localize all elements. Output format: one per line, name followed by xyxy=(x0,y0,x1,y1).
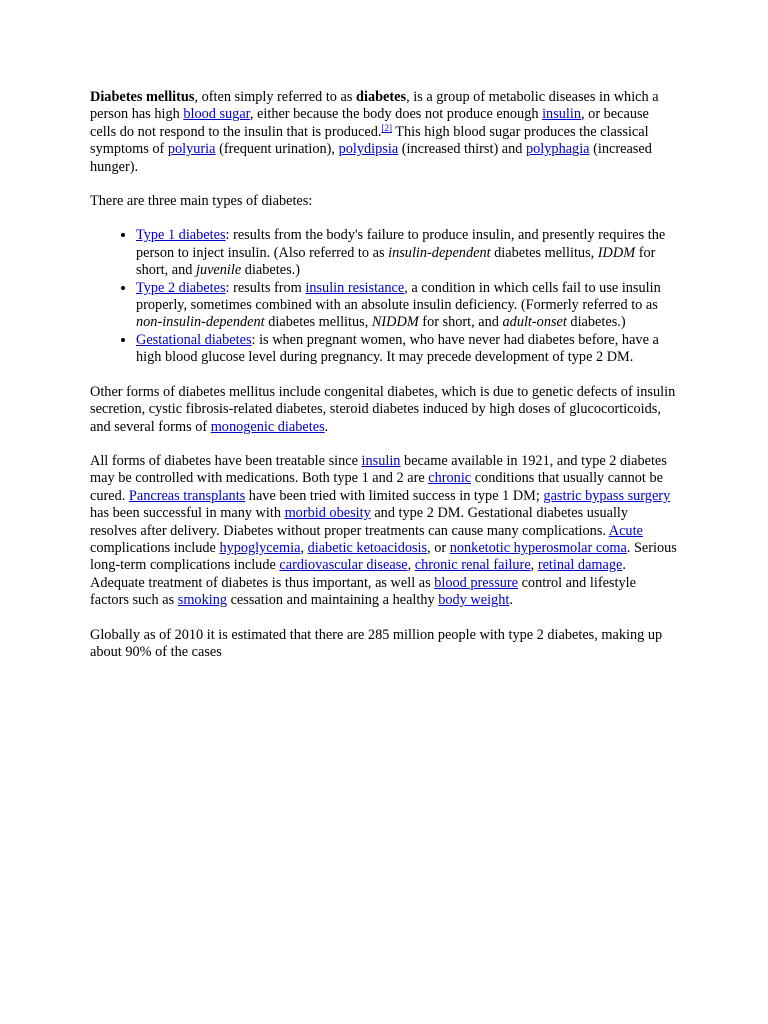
text-run: Other forms of diabetes mellitus include congenital diabetes, which is due to genetic defects of insulin secretion, cystic fibrosis-related diabetes, steroid diabetes induced by high doses of glucocorticoids, and several forms of xyxy=(90,383,676,435)
link-diabetic-ketoacidosis[interactable]: diabetic ketoacidosis xyxy=(307,539,428,556)
link-body-weight[interactable]: body weight xyxy=(438,592,510,609)
link-blood-sugar[interactable]: blood sugar xyxy=(183,106,250,123)
link-insulin-resistance[interactable]: insulin resistance xyxy=(305,279,405,296)
link-insulin[interactable]: insulin xyxy=(542,106,582,123)
text-run: (increased hunger). xyxy=(90,141,652,175)
link-monogenic-diabetes[interactable]: monogenic diabetes xyxy=(210,418,325,435)
link-gastric-bypass-surgery[interactable]: gastric bypass surgery xyxy=(543,487,671,504)
link-cardiovascular-disease[interactable]: cardiovascular disease xyxy=(279,557,408,574)
text-run: cessation and maintaining a healthy xyxy=(227,592,439,609)
text-run: diabetes.) xyxy=(241,262,300,279)
link-acute[interactable]: Acute xyxy=(608,522,643,539)
italic-term: non-insulin-dependent xyxy=(136,314,265,331)
text-run: control and lifestyle factors such as xyxy=(90,574,636,609)
intro-paragraph xyxy=(90,89,678,176)
text-run: (increased thirst) and xyxy=(398,141,526,158)
italic-term: insulin-dependent xyxy=(388,244,491,261)
list-item-type1 xyxy=(136,227,678,279)
citation-link[interactable]: [2] xyxy=(381,122,392,133)
link-type-1-diabetes[interactable]: Type 1 diabetes xyxy=(136,227,226,244)
treatment-paragraph xyxy=(90,453,678,610)
text-run: , often simply referred to as xyxy=(194,89,357,105)
prevalence-paragraph: Globally as of 2010 it is estimated that there are 285 million people with type 2 diabetes, making up about 90% of the cases xyxy=(90,626,663,660)
types-intro-paragraph: There are three main types of diabetes: xyxy=(90,193,313,210)
link-polydipsia[interactable]: polydipsia xyxy=(338,141,399,158)
text-run: , or xyxy=(427,539,450,556)
text-run: All forms of diabetes have been treatable since xyxy=(90,452,362,469)
link-insulin[interactable]: insulin xyxy=(361,452,401,469)
list-item-type2 xyxy=(136,280,678,332)
link-pancreas-transplants[interactable]: Pancreas transplants xyxy=(128,487,246,504)
text-run: , or because cells do not respond to the insulin that is produced. xyxy=(90,106,649,140)
link-polyphagia[interactable]: polyphagia xyxy=(526,141,590,158)
text-run: . xyxy=(324,418,329,435)
text-run: , xyxy=(407,557,415,574)
italic-term: juvenile xyxy=(195,262,242,279)
text-run: . Serious long-term complications include xyxy=(90,539,677,574)
text-run: diabetes mellitus, xyxy=(490,244,598,261)
text-run: became available in 1921, and type 2 diabetes may be controlled with medications. Both type 1 and 2 are xyxy=(90,452,667,487)
text-run: has been successful in many with xyxy=(90,505,285,522)
text-run: , is a group of metabolic diseases in which a person has high xyxy=(90,89,659,123)
text-run: , either because the body does not produce enough xyxy=(249,106,543,123)
text-run: This high blood sugar produces the classical symptoms of xyxy=(90,123,649,158)
link-smoking[interactable]: smoking xyxy=(177,592,228,609)
text-run: , xyxy=(300,539,308,556)
link-polyuria[interactable]: polyuria xyxy=(167,141,216,158)
text-run: and type 2 DM. Gestational diabetes usually resolves after delivery. Diabetes without proper treatments can cause many complications. xyxy=(90,505,629,539)
text-run: for short, and xyxy=(136,244,656,279)
italic-term: NIDDM xyxy=(371,314,419,331)
link-type-2-diabetes[interactable]: Type 2 diabetes xyxy=(136,279,226,296)
text-run: have been tried with limited success in type 1 DM; xyxy=(245,487,544,504)
link-retinal-damage[interactable]: retinal damage xyxy=(537,557,623,574)
italic-term: adult-onset xyxy=(502,314,567,331)
text-run: diabetes mellitus, xyxy=(264,314,372,331)
link-chronic[interactable]: chronic xyxy=(428,470,472,487)
italic-term: IDDM xyxy=(597,244,636,261)
text-run: for short, and xyxy=(418,314,503,331)
link-morbid-obesity[interactable]: morbid obesity xyxy=(284,505,371,522)
text-run: : results from the body's failure to produce insulin, and presently requires the person to inject insulin. (Also referred to as xyxy=(136,227,666,261)
text-run: (frequent urination), xyxy=(215,141,339,158)
link-gestational-diabetes[interactable]: Gestational diabetes xyxy=(136,331,252,348)
link-nonketotic-hyperosmolar-coma[interactable]: nonketotic hyperosmolar coma xyxy=(449,539,627,556)
diabetes-types-list xyxy=(90,227,678,366)
list-item-gestational xyxy=(136,332,678,367)
term-diabetes-mellitus: Diabetes mellitus xyxy=(90,89,195,105)
text-run: : is when pregnant women, who have never had diabetes before, have a high blood glucose level during pregnancy. It may precede development of type 2 DM. xyxy=(136,331,659,366)
link-hypoglycemia[interactable]: hypoglycemia xyxy=(219,539,301,556)
link-chronic-renal-failure[interactable]: chronic renal failure xyxy=(414,557,531,574)
text-run: , a condition in which cells fail to use insulin properly, sometimes combined with an absolute insulin deficiency. (Formerly referred to as xyxy=(136,279,661,314)
text-run: . Adequate treatment of diabetes is thus important, as well as xyxy=(90,557,626,591)
text-run: conditions that usually cannot be cured. xyxy=(90,470,663,504)
text-run: , xyxy=(530,557,538,574)
term-diabetes: diabetes xyxy=(356,89,407,105)
other-forms-paragraph xyxy=(90,384,678,436)
link-blood-pressure[interactable]: blood pressure xyxy=(434,574,519,591)
text-run: diabetes.) xyxy=(566,314,626,331)
text-run: complications include xyxy=(90,539,220,556)
text-run: : results from xyxy=(225,279,306,296)
text-run: . xyxy=(509,592,513,609)
